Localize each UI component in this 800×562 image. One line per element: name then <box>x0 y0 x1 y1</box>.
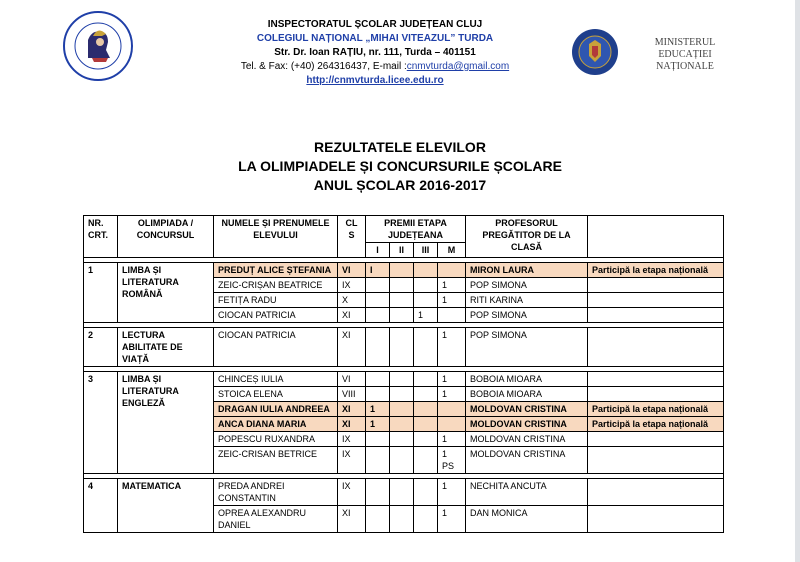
table-body <box>84 258 724 533</box>
cell-prof: DAN MONICA <box>466 506 588 533</box>
header-olimpiada: OLIMPIADA / CONCURSUL <box>118 216 214 258</box>
cell-nr-crt: 2 <box>84 328 118 367</box>
cell-iii <box>414 402 438 417</box>
cell-nume: OPREA ALEXANDRU DANIEL <box>214 506 338 533</box>
inspectorate-name: INSPECTORATUL ȘCOLAR JUDEȚEAN CLUJ <box>267 19 483 30</box>
cell-olimpiada: LECTURA ABILITATE DE VIAȚĂ <box>118 328 214 367</box>
results-table <box>83 215 724 533</box>
table-row <box>84 263 724 278</box>
title-line-2: LA OLIMPIADELE ȘI CONCURSURILE ȘCOLARE <box>238 158 562 174</box>
cell-prof: MOLDOVAN CRISTINA <box>466 417 588 432</box>
cell-iii <box>414 479 438 506</box>
cell-obs: Participă la etapa națională <box>588 402 724 417</box>
cell-iii <box>414 447 438 474</box>
header-cls: CL S <box>338 216 366 258</box>
cell-ii <box>390 447 414 474</box>
cell-i <box>366 308 390 323</box>
cell-nr-crt: 4 <box>84 479 118 533</box>
cell-cls: IX <box>338 447 366 474</box>
title-line-1: REZULTATELE ELEVILOR <box>314 139 486 155</box>
table-row <box>84 479 724 506</box>
cell-i <box>366 432 390 447</box>
header-profesor: PROFESORUL PREGĂTITOR DE LA CLASĂ <box>466 216 588 258</box>
cell-m: 1 PS <box>438 447 466 474</box>
cell-cls: XI <box>338 402 366 417</box>
cell-nume: POPESCU RUXANDRA <box>214 432 338 447</box>
cell-ii <box>390 293 414 308</box>
cell-nume: FETIȚA RADU <box>214 293 338 308</box>
cell-obs: Participă la etapa națională <box>588 417 724 432</box>
cell-m: 1 <box>438 432 466 447</box>
cell-cls: IX <box>338 479 366 506</box>
cell-i <box>366 328 390 367</box>
header-mentiune: M <box>438 243 466 258</box>
cell-obs <box>588 328 724 367</box>
ministry-line-1: MINISTERUL EDUCAȚIEI <box>654 37 716 60</box>
cell-ii <box>390 308 414 323</box>
cell-olimpiada: LIMBA ȘI LITERATURA ENGLEZĂ <box>118 372 214 474</box>
cell-iii <box>414 293 438 308</box>
cell-i: 1 <box>366 402 390 417</box>
cell-obs <box>588 447 724 474</box>
cell-m: 1 <box>438 506 466 533</box>
cell-m: 1 <box>438 479 466 506</box>
cell-nume: PREDA ANDREI CONSTANTIN <box>214 479 338 506</box>
header-premiu-i: I <box>366 243 390 258</box>
cell-iii <box>414 506 438 533</box>
cell-obs: Participă la etapa națională <box>588 263 724 278</box>
cell-cls: IX <box>338 278 366 293</box>
header-nr-crt: NR. CRT. <box>84 216 118 258</box>
cell-cls: VI <box>338 372 366 387</box>
cell-m <box>438 263 466 278</box>
cell-obs <box>588 372 724 387</box>
cell-ii <box>390 387 414 402</box>
ministry-name <box>630 37 740 73</box>
cell-obs <box>588 278 724 293</box>
email-link[interactable]: cnmvturda@gmail.com <box>406 61 510 72</box>
cell-ii <box>390 278 414 293</box>
cell-m: 1 <box>438 328 466 367</box>
cell-prof: POP SIMONA <box>466 308 588 323</box>
table-row <box>84 328 724 367</box>
cell-prof: POP SIMONA <box>466 278 588 293</box>
cell-prof: MOLDOVAN CRISTINA <box>466 447 588 474</box>
cell-ii <box>390 432 414 447</box>
cell-nume: CIOCAN PATRICIA <box>214 308 338 323</box>
cell-ii <box>390 402 414 417</box>
header-observatii <box>588 216 724 258</box>
window-scroll-edge <box>795 0 800 562</box>
cell-i <box>366 372 390 387</box>
header-premiu-iii: III <box>414 243 438 258</box>
cell-cls: XI <box>338 417 366 432</box>
cell-cls: VI <box>338 263 366 278</box>
cell-prof: BOBOIA MIOARA <box>466 372 588 387</box>
cell-prof: MIRON LAURA <box>466 263 588 278</box>
cell-i: 1 <box>366 417 390 432</box>
cell-obs <box>588 308 724 323</box>
cell-iii <box>414 417 438 432</box>
contact-line <box>190 60 560 74</box>
cell-ii <box>390 372 414 387</box>
cell-m <box>438 402 466 417</box>
cell-m <box>438 417 466 432</box>
website-link[interactable]: http://cnmvturda.licee.edu.ro <box>306 75 444 86</box>
cell-ii <box>390 263 414 278</box>
cell-prof: MOLDOVAN CRISTINA <box>466 432 588 447</box>
cell-olimpiada: LIMBA ȘI LITERATURA ROMÂNĂ <box>118 263 214 323</box>
ministry-line-2: NAȚIONALE <box>656 61 714 72</box>
cell-ii <box>390 506 414 533</box>
cell-cls: X <box>338 293 366 308</box>
cell-iii <box>414 278 438 293</box>
cell-cls: XI <box>338 308 366 323</box>
cell-cls: VIII <box>338 387 366 402</box>
header-premiu-ii: II <box>390 243 414 258</box>
cell-m <box>438 308 466 323</box>
cell-prof: NECHITA ANCUTA <box>466 479 588 506</box>
cell-i <box>366 479 390 506</box>
cell-iii <box>414 263 438 278</box>
cell-nume: ZEIC-CRISAN BETRICE <box>214 447 338 474</box>
cell-nume: PREDUȚ ALICE ȘTEFANIA <box>214 263 338 278</box>
cell-prof: BOBOIA MIOARA <box>466 387 588 402</box>
school-header <box>190 18 560 88</box>
cell-olimpiada: MATEMATICA <box>118 479 214 533</box>
cell-iii: 1 <box>414 308 438 323</box>
cell-cls: IX <box>338 432 366 447</box>
cell-i <box>366 278 390 293</box>
cell-iii <box>414 372 438 387</box>
table-header-row <box>84 216 724 243</box>
cell-i <box>366 293 390 308</box>
header-premii: PREMII ETAPA JUDEȚEANA <box>366 216 466 243</box>
header-nume: NUMELE ȘI PRENUMELE ELEVULUI <box>214 216 338 258</box>
table-row <box>84 372 724 387</box>
cell-m: 1 <box>438 278 466 293</box>
school-address: Str. Dr. Ioan RAȚIU, nr. 111, Turda – 401151 <box>274 47 476 58</box>
cell-nr-crt: 3 <box>84 372 118 474</box>
cell-obs <box>588 506 724 533</box>
cell-obs <box>588 293 724 308</box>
cell-nume: CHINCEȘ IULIA <box>214 372 338 387</box>
title-line-3: ANUL ȘCOLAR 2016-2017 <box>313 177 487 193</box>
cell-prof: RITI KARINA <box>466 293 588 308</box>
cell-m: 1 <box>438 372 466 387</box>
cell-nr-crt: 1 <box>84 263 118 323</box>
cell-nume: CIOCAN PATRICIA <box>214 328 338 367</box>
cell-i: I <box>366 263 390 278</box>
cell-nume: ZEIC-CRIȘAN BEATRICE <box>214 278 338 293</box>
cell-iii <box>414 328 438 367</box>
school-crest-icon <box>62 10 134 82</box>
cell-prof: MOLDOVAN CRISTINA <box>466 402 588 417</box>
cell-ii <box>390 417 414 432</box>
cell-ii <box>390 328 414 367</box>
cell-ii <box>390 479 414 506</box>
cell-i <box>366 387 390 402</box>
school-name: COLEGIUL NAȚIONAL „MIHAI VITEAZUL” TURDA <box>256 33 494 44</box>
cell-nume: DRAGAN IULIA ANDREEA <box>214 402 338 417</box>
cell-i <box>366 447 390 474</box>
cell-obs <box>588 479 724 506</box>
cell-nume: ANCA DIANA MARIA <box>214 417 338 432</box>
cell-iii <box>414 432 438 447</box>
document-titles <box>200 138 600 195</box>
government-seal-icon <box>571 28 619 76</box>
cell-prof: POP SIMONA <box>466 328 588 367</box>
cell-i <box>366 506 390 533</box>
cell-obs <box>588 387 724 402</box>
cell-iii <box>414 387 438 402</box>
cell-m: 1 <box>438 387 466 402</box>
cell-m: 1 <box>438 293 466 308</box>
cell-obs <box>588 432 724 447</box>
cell-nume: STOICA ELENA <box>214 387 338 402</box>
phone-text: Tel. & Fax: (+40) 264316437, E-mail : <box>240 61 407 72</box>
cell-cls: XI <box>338 328 366 367</box>
cell-cls: XI <box>338 506 366 533</box>
